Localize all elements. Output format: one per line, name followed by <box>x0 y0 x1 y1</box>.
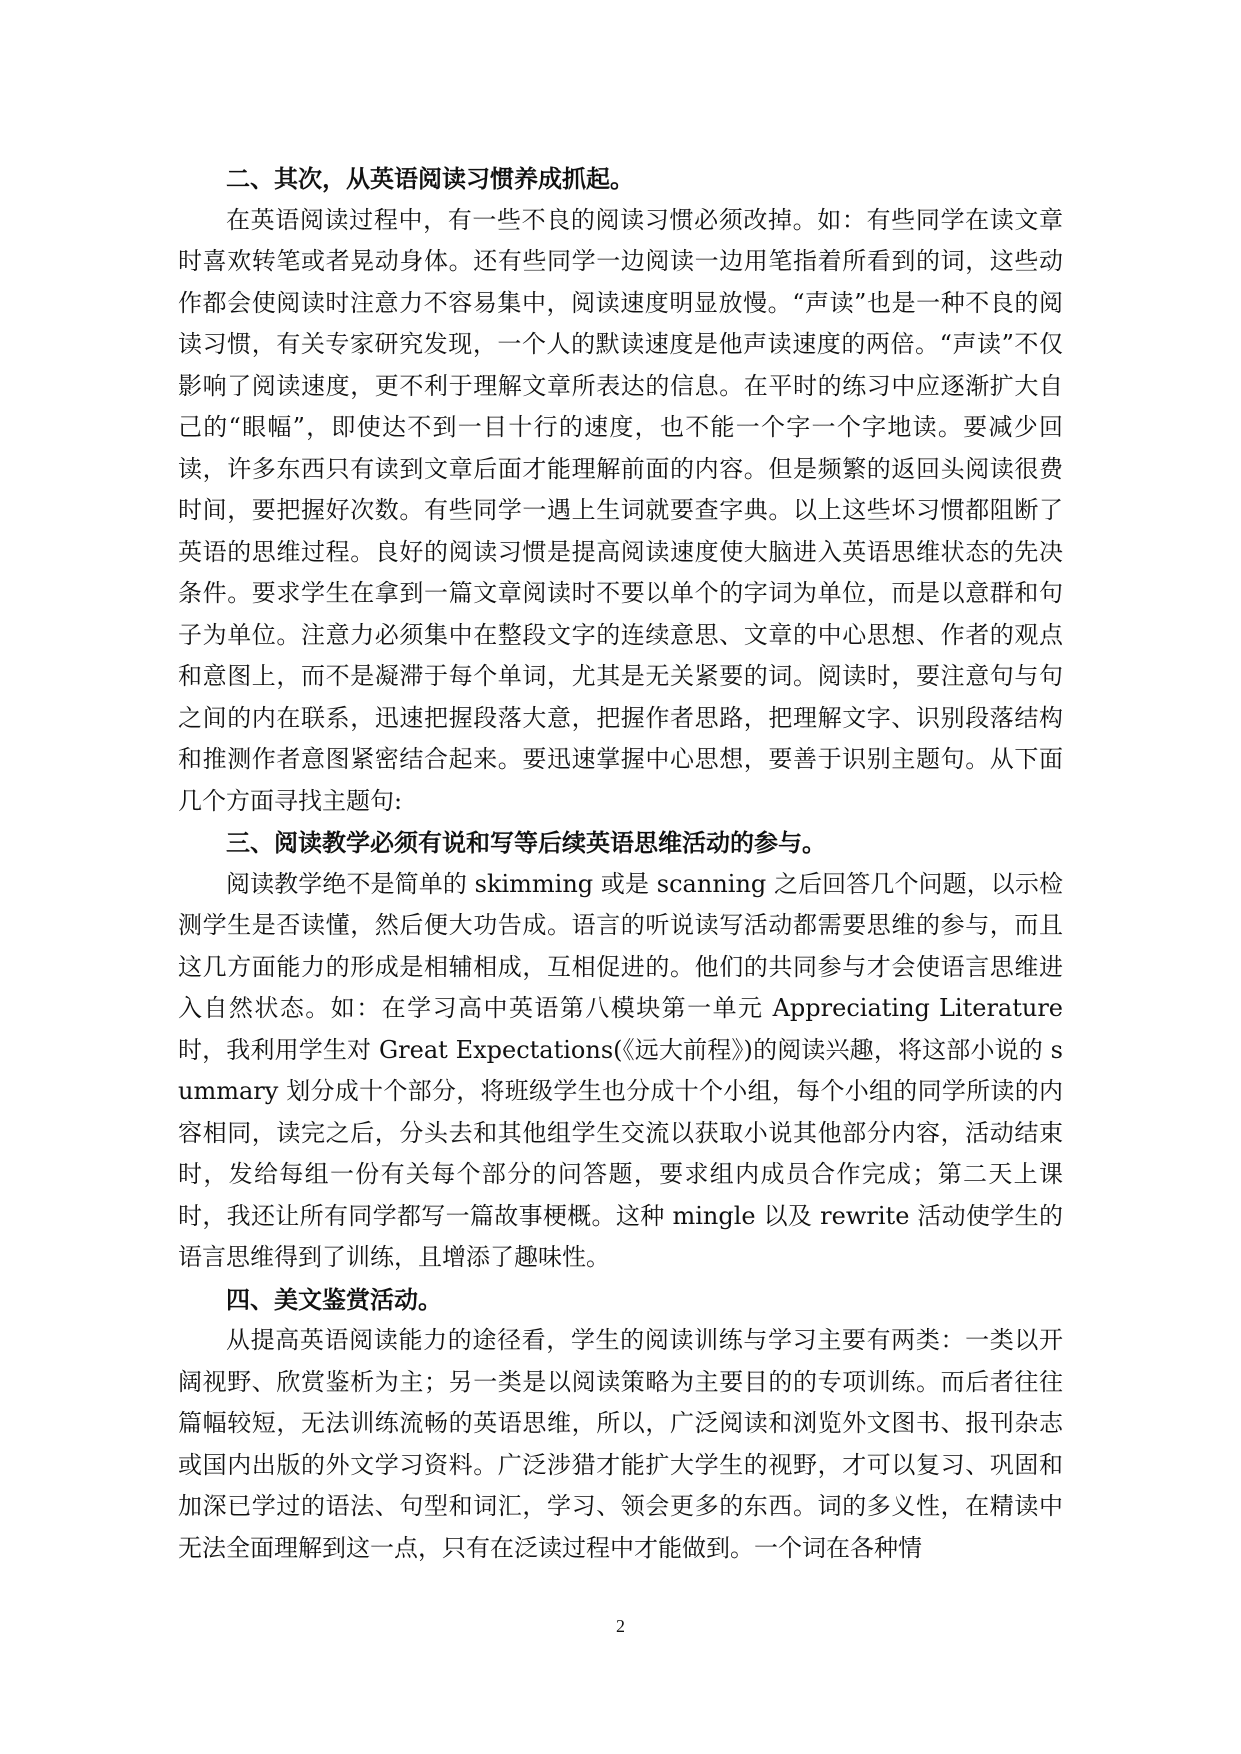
section-body-4: 从提高英语阅读能力的途径看，学生的阅读训练与学习主要有两类：一类以开阔视野、欣赏鉴析为主；另一类是以阅读策略为主要目的的专项训练。而后者往往篇幅较短，无法训练流畅的英语思维，所以，广泛阅读和浏览外文图书、报刊杂志或国内出版的外文学习资料。广泛涉猎才能扩大学生的视野，才可以复习、巩固和加深已学过的语法、句型和词汇，学习、领会更多的东西。词的多义性，在精读中无法全面理解到这一点，只有在泛读过程中才能做到。一个词在各种情 <box>178 1326 1063 1562</box>
section-heading-2: 二、其次，从英语阅读习惯养成抓起。 <box>226 164 634 193</box>
section-heading-4: 四、美文鉴赏活动。 <box>226 1284 442 1314</box>
section-body-2: 在英语阅读过程中，有一些不良的阅读习惯必须改掉。如：有些同学在读文章时喜欢转笔或者晃动身体。还有些同学一边阅读一边用笔指着所看到的词，这些动作都会使阅读时注意力不容易集中，阅读速度明显放慢。“声读”也是一种不良的阅读习惯，有关专家研究发现，一个人的默读速度是他声读速度的两倍。“声读”不仅影响了阅读速度，更不利于理解文章所表达的信息。在平时的练习中应逐渐扩大自己的“眼幅”，即使达不到一目十行的速度，也不能一个字一个字地读。要减少回读，许多东西只有读到文章后面才能理解前面的内容。但是频繁的返回头阅读很费时间，要把握好次数。有些同学一遇上生词就要查字典。以上这些坏习惯都阻断了英语的思维过程。良好的阅读习惯是提高阅读速度使大脑进入英语思维状态的先决条件。要求学生在拿到一篇文章阅读时不要以单个的字词为单位，而是以意群和句子为单位。注意力必须集中在整段文字的连续意思、文章的中心思想、作者的观点和意图上，而不是凝滞于每个单词，尤其是无关紧要的词。阅读时，要注意句与句之间的内在联系，迅速把握段落大意，把握作者思路，把理解文字、识别段落结构和推测作者意图紧密结合起来。要迅速掌握中心思想，要善于识别主题句。从下面几个方面寻找主题句: <box>178 205 1063 815</box>
section-body-3: 阅读教学绝不是简单的 skimming 或是 scanning 之后回答几个问题，以示检测学生是否读懂，然后便大功告成。语言的听说读写活动都需要思维的参与，而且这几方面能力的形成是相辅相成，互相促进的。他们的共同参与才会使语言思维进入自然状态。如：在学习高中英语第八模块第一单元 Appreciating Literature 时，我利用学生对 Great Expectations(《远大前程》)的阅读兴趣，将这部小说的 summary 划分成十个部分，将班级学生也分成十个小组，每个小组的同学所读的内容相同，读完之后，分头去和其他组学生交流以获取小说其他部分内容，活动结束时，发给每组一份有关每个部分的问答题，要求组内成员合作完成；第二天上课时，我还让所有同学都写一篇故事梗概。这种 mingle 以及 rewrite 活动使学生的语言思维得到了训练，且增添了趣味性。 <box>178 869 1063 1271</box>
document-page <box>178 158 1063 1569</box>
page-number: 2 <box>616 1616 625 1636</box>
section-heading-3: 三、阅读教学必须有说和写等后续英语思维活动的参与。 <box>226 828 826 857</box>
